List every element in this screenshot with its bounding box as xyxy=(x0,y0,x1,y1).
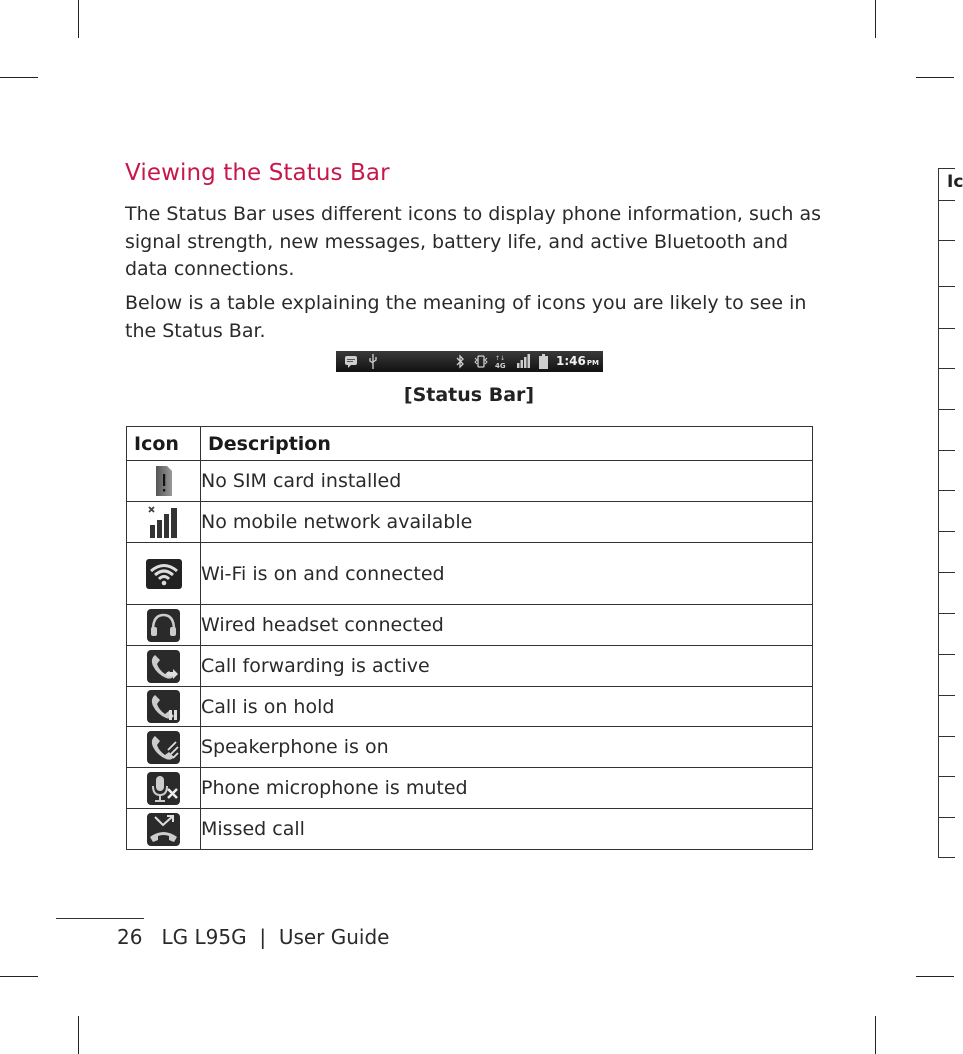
header-description: Description xyxy=(201,427,813,461)
call-forward-icon xyxy=(147,650,180,683)
status-bar-time: 1:46PM xyxy=(556,354,599,368)
row-description: Phone microphone is muted xyxy=(201,768,813,809)
svg-text:↑↓: ↑↓ xyxy=(495,355,506,362)
page-number: 26 xyxy=(117,925,143,949)
status-bar-ampm: PM xyxy=(586,359,599,367)
table-row xyxy=(127,727,813,768)
svg-text:4G: 4G xyxy=(495,362,506,370)
missed-call-icon xyxy=(147,813,180,846)
crop-mark xyxy=(875,1016,876,1054)
crop-mark xyxy=(916,976,954,977)
signal-icon xyxy=(517,354,531,368)
no-sim-icon xyxy=(156,466,172,496)
crop-mark xyxy=(78,1016,79,1054)
guide-name: User Guide xyxy=(278,925,390,949)
table-row xyxy=(127,809,813,850)
message-icon xyxy=(344,354,358,368)
no-network-icon xyxy=(148,506,180,538)
intro-paragraph: The Status Bar uses different icons to display phone information, such as signal strength, new messages, battery life, and active Bluetooth and data connections. xyxy=(125,203,821,280)
speakerphone-icon xyxy=(147,731,180,764)
crop-mark xyxy=(875,0,876,38)
row-description: No SIM card installed xyxy=(201,461,813,502)
side-tab xyxy=(938,168,963,858)
row-description: Wi-Fi is on and connected xyxy=(201,543,813,605)
icon-table xyxy=(126,426,813,850)
table-row xyxy=(127,461,813,502)
row-description: No mobile network available xyxy=(201,502,813,543)
header-icon: Icon xyxy=(127,427,201,461)
footer-rule xyxy=(56,918,144,919)
table-row xyxy=(127,502,813,543)
table-row xyxy=(127,687,813,727)
vibrate-icon xyxy=(474,354,488,369)
footer-separator: | xyxy=(259,925,267,949)
table-row xyxy=(127,646,813,687)
crop-mark xyxy=(0,976,38,977)
status-bar-image xyxy=(336,351,603,372)
row-description: Call is on hold xyxy=(201,687,813,727)
page-title: Viewing the Status Bar xyxy=(125,160,390,186)
product-name: LG L95G xyxy=(161,925,247,949)
headset-icon xyxy=(147,609,180,642)
bluetooth-icon xyxy=(456,354,465,369)
table-row xyxy=(127,543,813,605)
crop-mark xyxy=(916,77,954,78)
table-row xyxy=(127,605,813,646)
row-description: Call forwarding is active xyxy=(201,646,813,687)
usb-icon xyxy=(368,354,378,369)
table-row xyxy=(127,768,813,809)
call-hold-icon xyxy=(147,690,180,723)
table-intro-paragraph: Below is a table explaining the meaning of icons you are likely to see in the Status Bar. xyxy=(125,292,807,342)
row-description: Missed call xyxy=(201,809,813,850)
battery-icon xyxy=(539,354,548,369)
mic-muted-icon xyxy=(147,772,180,805)
row-description: Wired headset connected xyxy=(201,605,813,646)
4g-icon xyxy=(495,354,507,369)
status-bar-caption: [Status Bar] xyxy=(403,384,535,406)
table-header-row xyxy=(127,427,813,461)
page-footer xyxy=(117,925,390,949)
crop-mark xyxy=(78,0,79,38)
crop-mark xyxy=(0,77,38,78)
wifi-icon xyxy=(146,559,182,589)
row-description: Speakerphone is on xyxy=(201,727,813,768)
side-tab-label: Ic xyxy=(947,172,963,192)
